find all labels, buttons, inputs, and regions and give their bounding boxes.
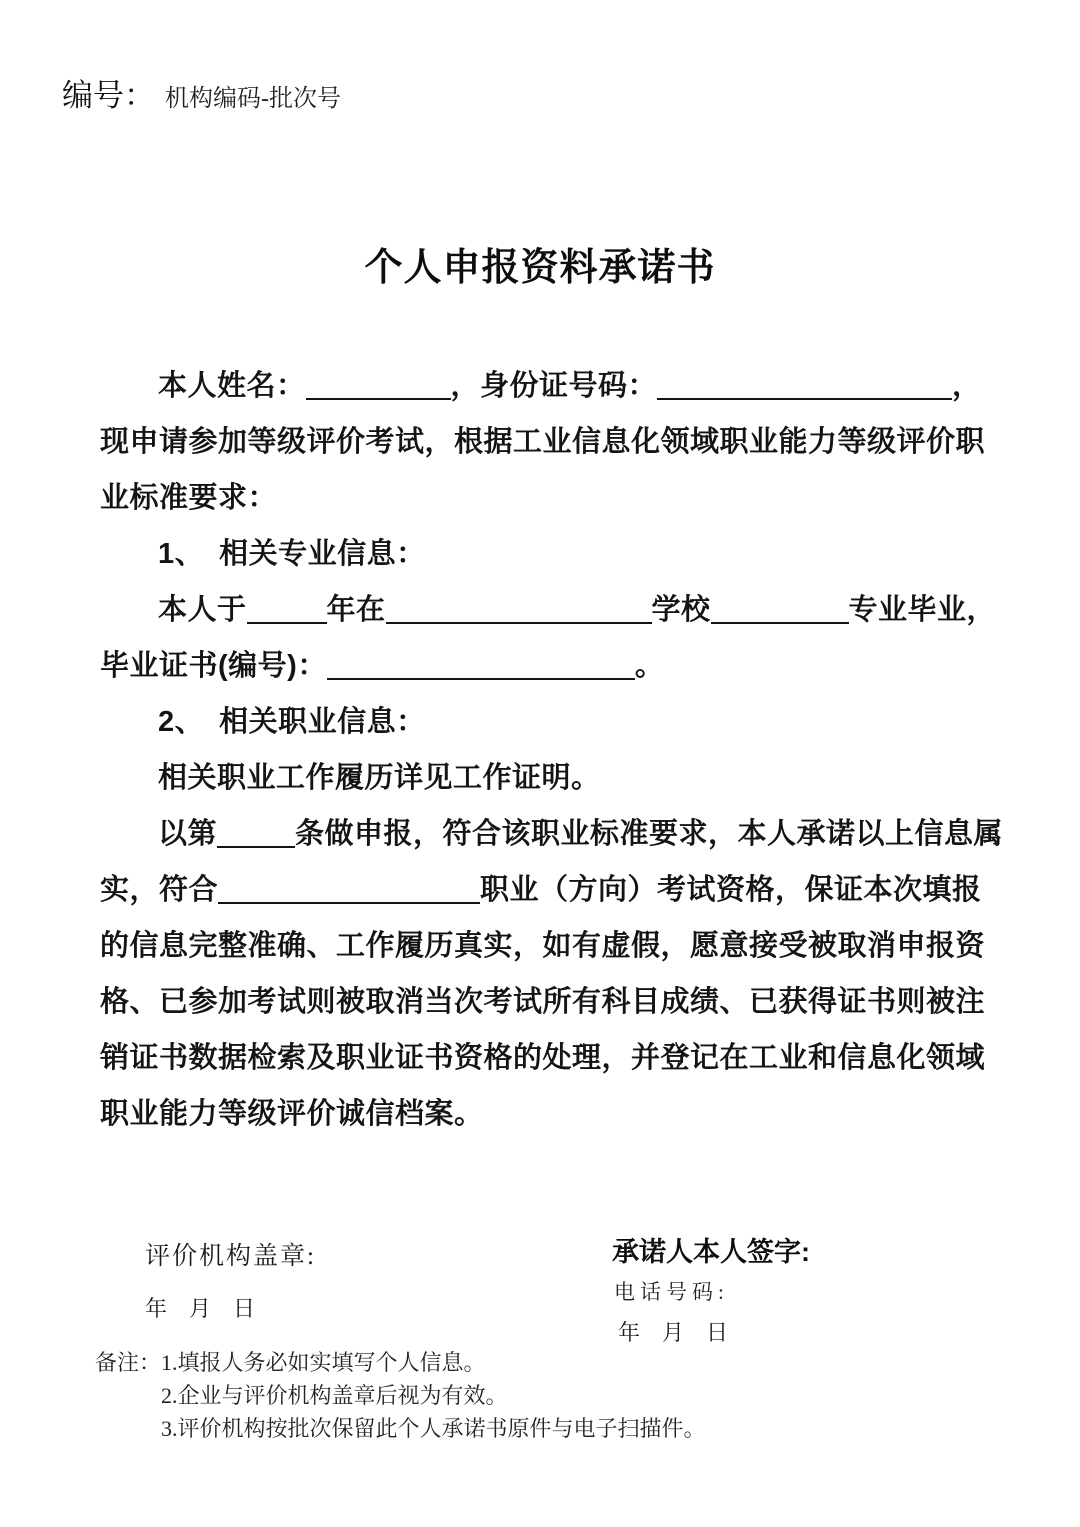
body-line-10 <box>100 862 990 918</box>
body-line-14: 职业能力等级评价诚信档案。 <box>100 1098 484 1130</box>
doc-number-value: 机构编码-批次号 <box>165 86 341 112</box>
notes-items <box>161 1346 995 1445</box>
blank-year <box>247 592 327 624</box>
blank-school <box>386 592 652 624</box>
section-2-heading: 2、 相关职业信息： <box>158 706 426 738</box>
body-line-7 <box>100 694 990 750</box>
body-line-8 <box>100 750 990 806</box>
body-line-4 <box>100 526 990 582</box>
page-title: 个人申报资料承诺书 <box>364 247 716 289</box>
body-line-9 <box>100 806 1004 862</box>
name-label: 本人姓名： <box>158 370 306 402</box>
grad-text-1: 本人于 <box>158 594 247 626</box>
blank-occupation <box>218 872 480 904</box>
declare-text-3: 实，符合 <box>100 874 219 906</box>
note-item: 2.企业与评价机构盖章后视为有效。 <box>161 1383 508 1408</box>
body-line-2: 现申请参加等级评价考试，根据工业信息化领域职业能力等级评价职 <box>100 426 986 458</box>
body-line-1 <box>100 358 990 414</box>
body-text <box>100 358 1004 1142</box>
stamp-label: 评价机构盖章: <box>145 1243 316 1270</box>
grad-text-3: 学校 <box>651 594 711 626</box>
body-line-13: 销证书数据检索及职业证书资格的处理，并登记在工业和信息化领域 <box>100 1042 986 1074</box>
section-1-heading: 1、 相关专业信息： <box>158 538 426 570</box>
body-line-3: 业标准要求： <box>100 482 278 514</box>
grad-text-4: 专业毕业， <box>848 594 997 626</box>
phone-label: 电话号码: <box>614 1280 729 1304</box>
body-line-5 <box>100 582 997 638</box>
stamp-date: 年 月 日 <box>145 1296 256 1321</box>
notes-label: 备注： <box>95 1350 162 1375</box>
blank-id-number <box>657 368 952 400</box>
blank-item-number <box>217 816 295 848</box>
declare-text-2: 条做申报，符合该职业标准要求，本人承诺以上信息属 <box>295 818 1004 850</box>
declare-text-4: 职业（方向）考试资格，保证本次填报 <box>480 874 982 906</box>
id-label: ，身份证号码： <box>450 370 658 402</box>
doc-number-label: 编号： <box>62 78 155 113</box>
body-line-12: 格、已参加考试则被取消当次考试所有科目成绩、已获得证书则被注 <box>100 986 986 1018</box>
blank-name <box>306 368 451 400</box>
blank-certificate-number <box>327 648 635 680</box>
blank-major <box>711 592 849 624</box>
body-line-11: 的信息完整准确、工作履历真实，如有虚假，愿意接受被取消申报资 <box>100 930 986 962</box>
signature-date: 年 月 日 <box>618 1320 729 1345</box>
period: 。 <box>634 650 665 682</box>
grad-text-2: 年在 <box>326 594 386 626</box>
work-history-text: 相关职业工作履历详见工作证明。 <box>158 762 601 794</box>
note-item: 1.填报人务必如实填写个人信息。 <box>161 1350 486 1375</box>
body-line-6 <box>100 638 990 694</box>
cert-label: 毕业证书(编号)： <box>100 650 327 682</box>
note-item: 3.评价机构按批次保留此个人承诺书原件与电子扫描件。 <box>161 1416 706 1441</box>
signature-label: 承诺人本人签字: <box>612 1237 810 1267</box>
declare-text-1: 以第 <box>158 818 218 850</box>
doc-number <box>62 70 341 115</box>
notes <box>95 1346 995 1445</box>
comma: ， <box>952 370 982 402</box>
